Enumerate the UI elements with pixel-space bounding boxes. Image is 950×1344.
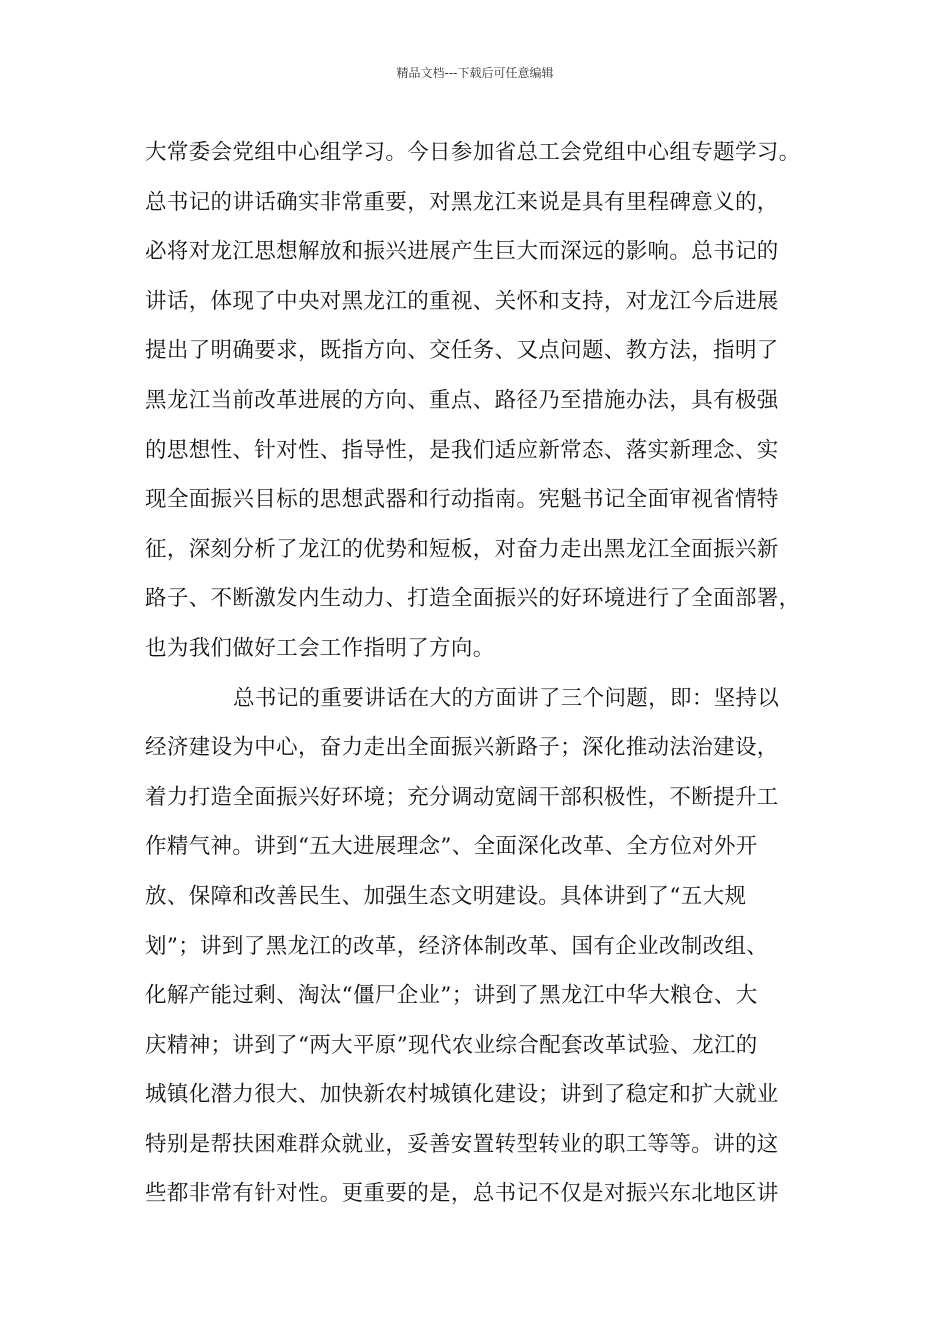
body-text	[145, 128, 825, 1219]
text-line: 提出了明确要求，既指方向、交任务、又点问题、教方法，指明了	[145, 338, 779, 364]
text-line: 特别是帮扶困难群众就业，妥善安置转型转业的职工等等。讲的这	[145, 1131, 779, 1157]
text-line: 作精气神。讲到“五大进展理念”、全面深化改革、全方位对外开	[145, 834, 758, 860]
text-line: 黑龙江当前改革进展的方向、重点、路径乃至措施办法，具有极强	[145, 387, 779, 413]
text-line: 经济建设为中心，奋力走出全面振兴新路子；深化推动法治建设，	[145, 735, 779, 761]
text-line: 城镇化潜力很大、加快新农村城镇化建设；讲到了稳定和扩大就业	[145, 1082, 779, 1108]
text-line: 的思想性、针对性、指导性，是我们适应新常态、落实新理念、实	[145, 437, 779, 463]
text-line: 总书记的讲话确实非常重要，对黑龙江来说是具有里程碑意义的，	[145, 189, 779, 215]
text-line: 讲话，体现了中央对黑龙江的重视、关怀和支持，对龙江今后进展	[145, 288, 779, 314]
text-line: 现全面振兴目标的思想武器和行动指南。宪魁书记全面审视省情特	[145, 487, 779, 513]
text-line: 大常委会党组中心组学习。今日参加省总工会党组中心组专题学习。	[145, 140, 801, 165]
text-line: 些都非常有针对性。更重要的是，总书记不仅是对振兴东北地区讲	[145, 1181, 779, 1207]
text-line: 划”；讲到了黑龙江的改革，经济体制改革、国有企业改制改组、	[145, 933, 769, 959]
text-line: 着力打造全面振兴好环境；充分调动宽阔干部积极性，不断提升工	[145, 784, 779, 810]
text-line: 庆精神；讲到了“两大平原”现代农业综合配套改革试验、龙江的	[145, 1032, 758, 1058]
text-line: 征，深刻分析了龙江的优势和短板，对奋力走出黑龙江全面振兴新	[145, 536, 779, 562]
page-header: 精品文档---下载后可任意编辑	[396, 66, 554, 80]
text-line: 路子、不断激发内生动力、打造全面振兴的好环境进行了全面部署，	[145, 586, 801, 612]
text-line: 放、保障和改善民生、加强生态文明建设。具体讲到了“五大规	[145, 883, 747, 909]
text-line: 化解产能过剩、淘汰“僵尸企业”；讲到了黑龙江中华大粮仓、大	[145, 983, 758, 1009]
text-line: 也为我们做好工会工作指明了方向。	[145, 635, 495, 661]
paragraph-first-line: 总书记的重要讲话在大的方面讲了三个问题，即：坚持以	[233, 685, 780, 711]
text-line: 必将对龙江思想解放和振兴进展产生巨大而深远的影响。总书记的	[145, 239, 779, 265]
